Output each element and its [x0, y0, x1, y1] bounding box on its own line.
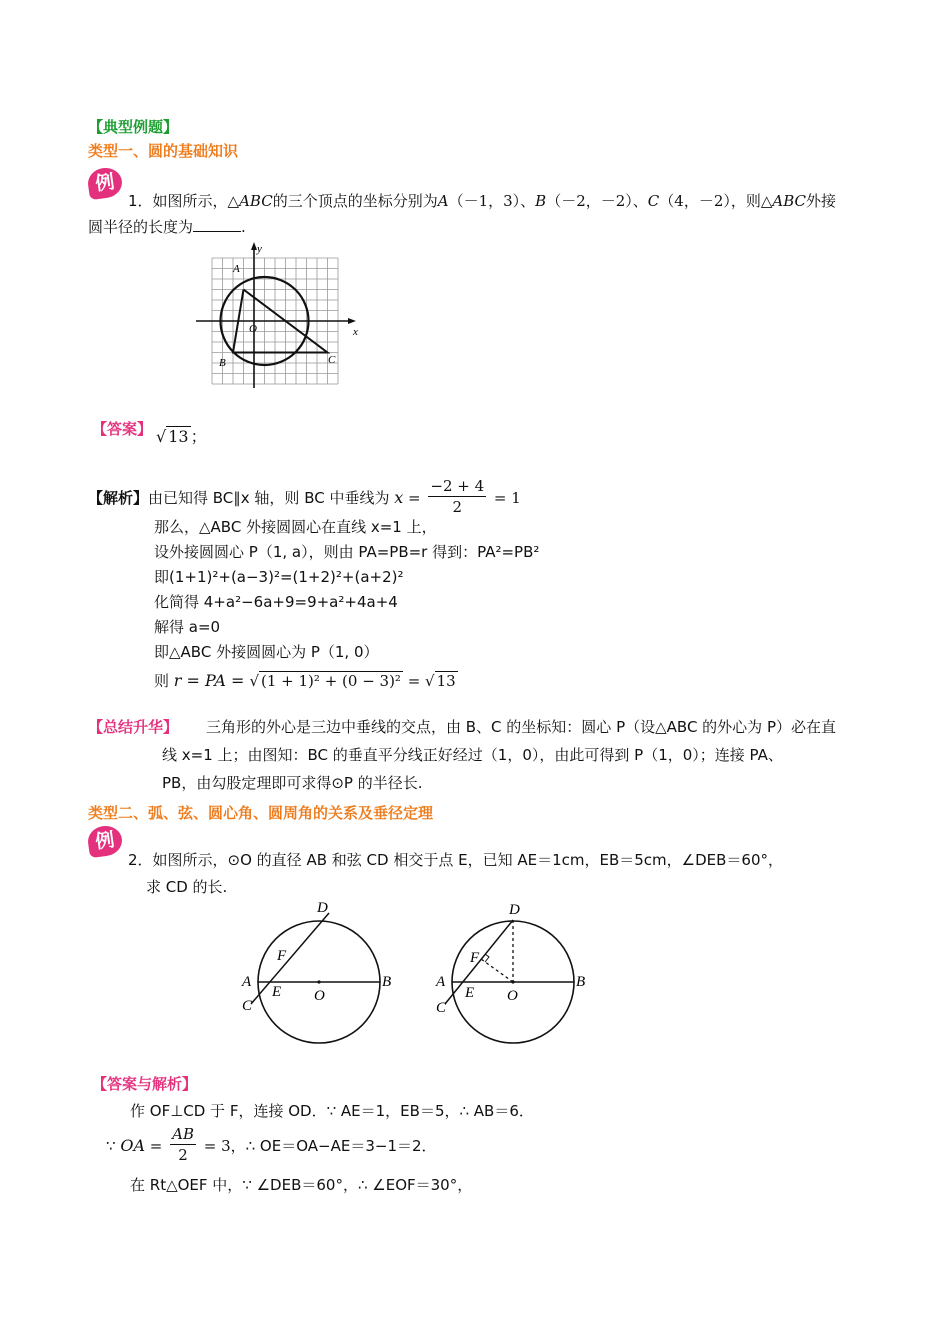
summary-line2: 线 x=1 上；由图知：BC 的垂直平分线正好经过（1，0），由此可得到 P（1，0）；连接 PA、	[162, 746, 783, 764]
fig2r-label-C: C	[436, 1000, 447, 1016]
type1-title: 类型一、圆的基础知识	[88, 142, 239, 160]
analysis-line6: 解得 a=0	[154, 618, 221, 636]
solution-line3: 在 Rt△OEF 中，∵ ∠DEB＝60°，∴ ∠EOF＝30°，	[130, 1176, 473, 1194]
question-2-line1: 2．如图所示，⊙O 的直径 AB 和弦 CD 相交于点 E，已知 AE＝1cm，EB＝5cm，∠DEB＝60°，	[128, 851, 784, 869]
fig2r-label-D: D	[509, 902, 520, 918]
answer-label: 【答案】	[92, 420, 153, 438]
figure-coordinate-grid	[190, 238, 370, 390]
analysis-line2: 那么，△ABC 外接圆圆心在直线 x=1 上，	[154, 518, 437, 536]
solution-line1: 作 OF⊥CD 于 F，连接 OD．∵ AE＝1，EB＝5，∴ AB＝6．	[130, 1102, 534, 1120]
analysis-line3: 设外接圆圆心 P（1, a），则由 PA=PB=r 得到：PA²=PB²	[154, 543, 540, 561]
figure-circle-right	[432, 896, 592, 1054]
fig1-label-y: y	[257, 243, 262, 255]
summary-line1: 三角形的外心是三边中垂线的交点，由 B、C 的坐标知：圆心 P（设△ABC 的外心为 P）必在直	[206, 718, 836, 736]
fig1-label-O: O	[249, 323, 257, 335]
question-1-line1: 1．如图所示，△ABC的三个顶点的坐标分别为A（－1，3）、B（－2，－2）、C（4，－2），则△ABC外接	[128, 192, 837, 210]
fig2r-label-B: B	[576, 974, 586, 990]
fig2r-label-E: E	[465, 985, 475, 1001]
analysis-line8: 则 r = PA = √ (1 + 1)² + (0 − 3)² = √ 13	[154, 671, 456, 690]
analysis-line1: 【解析】由已知得 BC∥x 轴，则 BC 中垂线为 x = $\frac{-2 + 4}{2}$ = 1	[88, 477, 521, 516]
question-1-line2: 圆半径的长度为 .	[88, 218, 246, 236]
section-heading: 【典型例题】	[88, 118, 179, 136]
fig2r-label-O: O	[507, 988, 518, 1004]
type2-title: 类型二、弧、弦、圆心角、圆周角的关系及垂径定理	[88, 804, 434, 822]
fig1-label-B: B	[219, 357, 226, 369]
analysis-line4: 即(1+1)²+(a−3)²=(1+2)²+(a+2)²	[154, 568, 404, 586]
fig2l-label-E: E	[272, 984, 282, 1000]
solution-line2: ∵ OA = $\frac{AB}{2}$ = 3，∴ OE＝OA−AE＝3−1＝2．	[106, 1125, 437, 1164]
example-badge-2: 例	[86, 824, 124, 858]
summary-label: 【总结升华】	[88, 718, 179, 736]
fig2l-label-O: O	[314, 988, 325, 1004]
answer-value: √ 13 ；	[156, 427, 207, 446]
figure-circle-left	[236, 896, 396, 1054]
fig2l-label-F: F	[277, 948, 287, 964]
analysis-label: 【解析】	[88, 489, 149, 507]
analysis-line5: 化简得 4+a²−6a+9=9+a²+4a+4	[154, 593, 398, 611]
fig2r-label-A: A	[436, 974, 446, 990]
fig2l-label-A: A	[242, 974, 252, 990]
answer-analysis-label: 【答案与解析】	[92, 1075, 198, 1093]
fig2l-label-C: C	[242, 998, 253, 1014]
fig2l-label-B: B	[382, 974, 392, 990]
fig1-label-A: A	[233, 263, 240, 275]
analysis-line7: 即△ABC 外接圆圆心为 P（1, 0）	[154, 643, 379, 661]
question-2-line2: 求 CD 的长.	[146, 878, 228, 896]
summary-line3: PB，由勾股定理即可求得⊙P 的半径长.	[162, 774, 423, 792]
fig1-label-C: C	[328, 354, 336, 366]
fig2r-label-F: F	[470, 950, 480, 966]
example-badge-1: 例	[86, 166, 124, 200]
fig1-label-x: x	[353, 326, 358, 338]
fig2l-label-D: D	[317, 900, 328, 916]
